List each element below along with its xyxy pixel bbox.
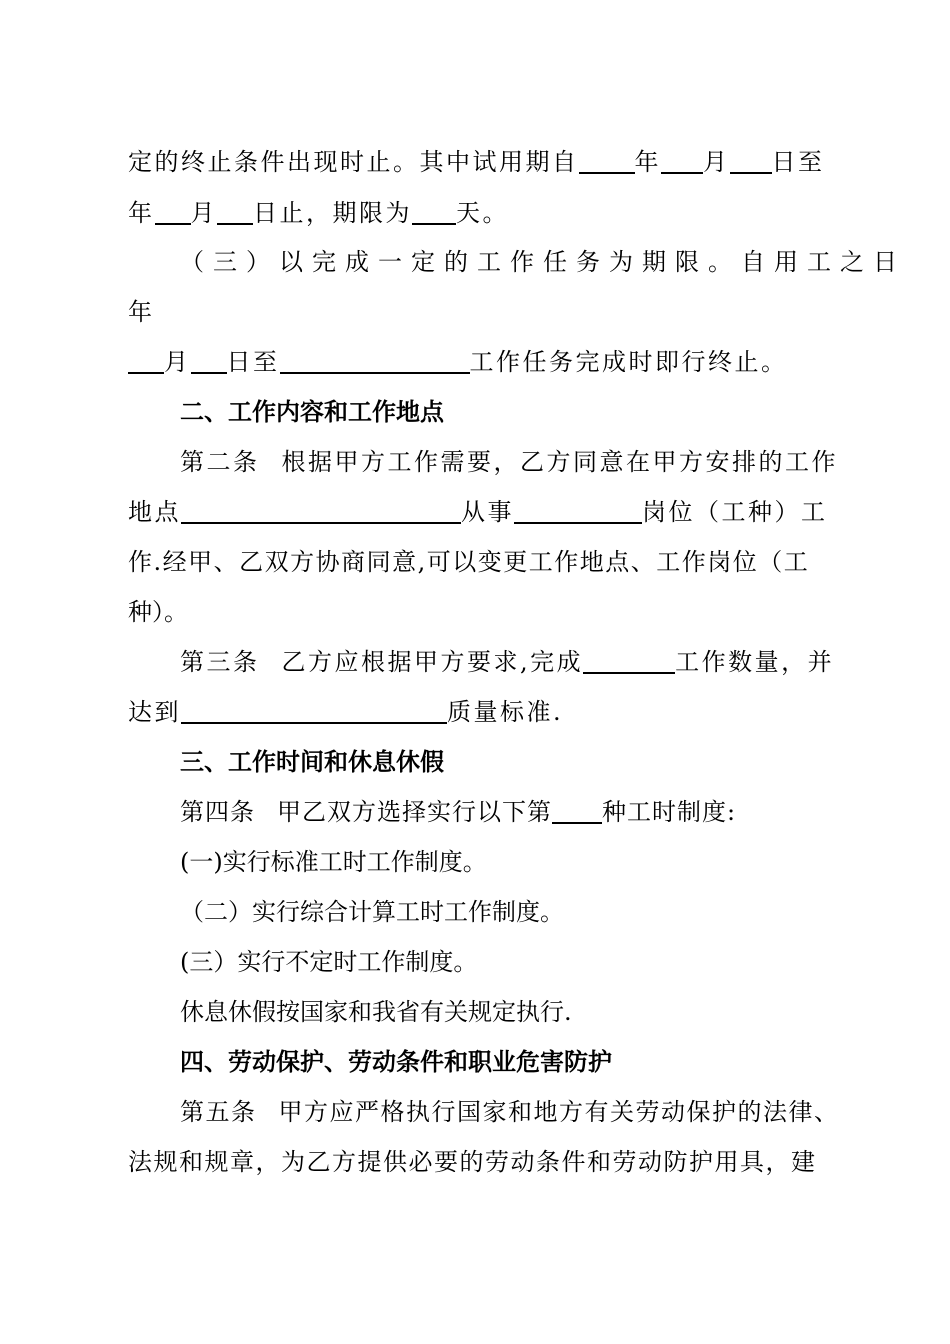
text: 岗位（工种）工 <box>642 498 828 526</box>
paragraph-line <box>180 242 906 282</box>
text: 年 <box>128 298 152 326</box>
text: 年 <box>128 199 155 227</box>
text: 乙方应根据甲方要求,完成 <box>281 648 584 676</box>
blank-field[interactable] <box>191 346 227 374</box>
text: 甲方应严格执行国家和地方有关劳动保护的法律、 <box>278 1098 840 1126</box>
article-4 <box>180 792 880 832</box>
text: 根据甲方工作需要，乙方同意在甲方安排的工作 <box>281 448 838 476</box>
text: （三）以完成一定的工作任务为期限。自用工之日 <box>180 248 906 276</box>
text: 月 <box>164 348 191 376</box>
text: 达到 <box>128 698 181 726</box>
article-2 <box>180 442 880 482</box>
blank-field[interactable] <box>181 496 461 524</box>
blank-field[interactable] <box>217 197 253 225</box>
text: 月 <box>190 199 217 227</box>
article-label: 第三条 <box>180 648 260 676</box>
text: 种工时制度: <box>602 798 737 826</box>
list-item: (一)实行标准工时工作制度。 <box>180 848 487 876</box>
blank-field[interactable] <box>128 346 164 374</box>
text: 质量标准. <box>447 698 564 726</box>
text: 甲乙双方选择实行以下第 <box>277 798 552 826</box>
section-heading: 二、工作内容和工作地点 <box>180 397 444 426</box>
blank-field[interactable] <box>661 146 703 174</box>
text: 地点 <box>128 498 181 526</box>
text: 工作任务完成时即行终止。 <box>469 348 788 376</box>
article-label: 第四条 <box>180 798 255 826</box>
paragraph-line: 种）。 <box>128 598 188 626</box>
article-3 <box>180 642 880 682</box>
text: 日至 <box>771 148 825 176</box>
text: 日止，期限为 <box>253 199 412 227</box>
article-5 <box>180 1092 880 1132</box>
blank-field[interactable] <box>514 496 642 524</box>
paragraph-line <box>128 492 828 532</box>
text: 从事 <box>461 498 514 526</box>
paragraph-line: 法规和规章，为乙方提供必要的劳动条件和劳动防护用具，建 <box>128 1148 817 1176</box>
article-label: 第五条 <box>180 1098 257 1126</box>
blank-field[interactable] <box>730 146 772 174</box>
text: 日至 <box>226 348 280 376</box>
paragraph-line <box>128 142 828 182</box>
paragraph-line <box>128 692 828 732</box>
blank-field[interactable] <box>579 146 635 174</box>
blank-field[interactable] <box>155 197 191 225</box>
paragraph-line: 作.经甲、乙双方协商同意,可以变更工作地点、工作岗位（工 <box>128 548 810 576</box>
section-heading: 四、劳动保护、劳动条件和职业危害防护 <box>180 1047 612 1076</box>
paragraph-line <box>128 193 828 233</box>
text: 年 <box>634 148 661 176</box>
paragraph-line <box>128 342 828 382</box>
text: 工作数量，并 <box>675 648 835 676</box>
text: 天。 <box>456 199 509 227</box>
list-item: （二）实行综合计算工时工作制度。 <box>180 898 564 926</box>
section-heading: 三、工作时间和休息休假 <box>180 747 444 776</box>
blank-field[interactable] <box>583 646 675 674</box>
paragraph-line <box>128 292 828 332</box>
text: 月 <box>703 148 730 176</box>
blank-field[interactable] <box>552 796 602 824</box>
list-item: (三）实行不定时工作制度。 <box>180 948 478 976</box>
text: 定的终止条件出现时止。其中试用期自 <box>128 148 579 176</box>
article-label: 第二条 <box>180 448 260 476</box>
paragraph-line: 休息休假按国家和我省有关规定执行. <box>180 998 572 1026</box>
blank-field[interactable] <box>280 346 470 374</box>
blank-field[interactable] <box>181 696 447 724</box>
blank-field[interactable] <box>412 197 456 225</box>
